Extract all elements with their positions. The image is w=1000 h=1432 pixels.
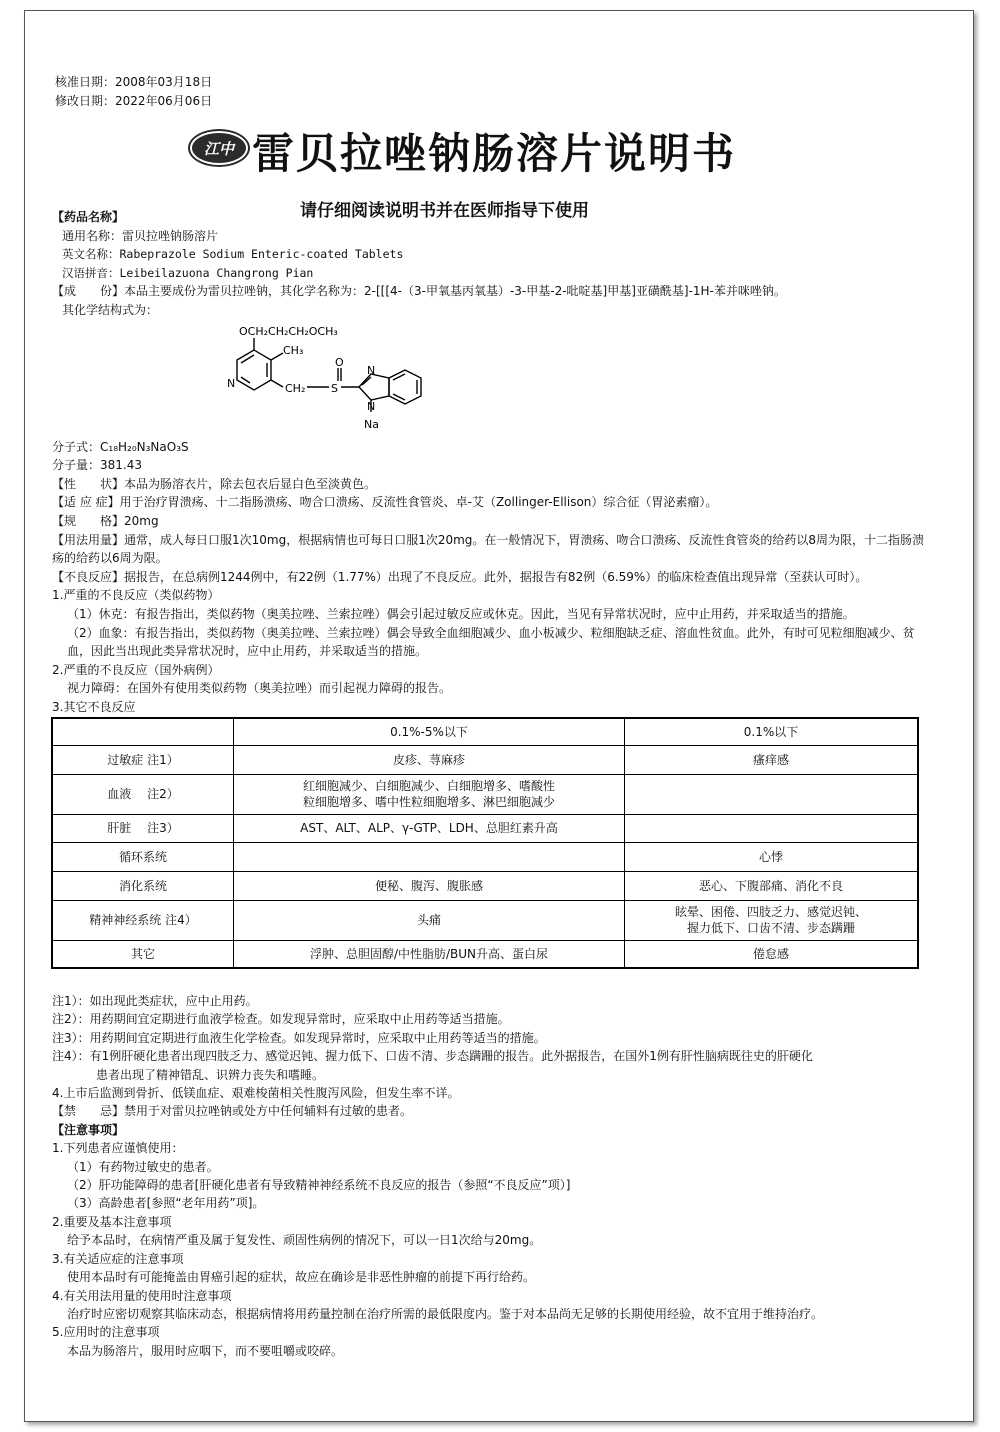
approval-date: 核准日期：2008年03月18日 (55, 75, 213, 89)
chemical-structure-diagram (207, 320, 507, 438)
table-cell: 便秘、腹泻、腹胀感 (234, 871, 625, 900)
oxygen-label: O (335, 355, 344, 369)
serious-reactions-1: 1.严重的不良反应（类似药物） (52, 588, 220, 603)
molecular-weight: 分子量：381.43 (52, 458, 142, 473)
indications: 【适 应 症】用于治疗胃溃疡、十二指肠溃疡、吻合口溃疡、反流性食管炎、卓-艾（Zollinger-Ellison）综合征（胃泌素瘤）。 (52, 495, 718, 510)
table-cell: 头痛 (234, 900, 625, 940)
notes-block (52, 992, 932, 1360)
table-row (52, 814, 918, 842)
table-row-label: 其它 (52, 940, 234, 968)
english-name: 英文名称：Rabeprazole Sodium Enteric-coated Tablets (62, 247, 404, 262)
table-cell: 倦怠感 (625, 940, 919, 968)
table-row (52, 774, 918, 814)
adverse-reactions: 【不良反应】据报告，在总病例1244例中，有22例（1.77%）出现了不良反应。此外，据报告有82例（6.59%）的临床检查值出现异常（至获认可时）。 (52, 569, 868, 584)
table-header-cell: 0.1%-5%以下 (234, 718, 625, 745)
precaution-2a: 给予本品时，在病情严重及属于复发性、顽固性病例的情况下，可以一日1次给与20mg。 (67, 1233, 542, 1248)
specification: 【规 格】20mg (52, 513, 159, 528)
table-row-label: 肝脏 注3） (52, 814, 234, 842)
structure-label: 其化学结构式为： (62, 302, 159, 317)
table-cell (625, 774, 919, 814)
precaution-4: 4.有关用法用量的使用时注意事项 (52, 1288, 232, 1303)
table-row (52, 900, 918, 940)
note-3: 注3）：用药期间宜定期进行血液生化学检查。如发现异常时，应采取中止用药等适当的措施。 (52, 1030, 546, 1045)
note-4: 注4）：有1例肝硬化患者出现四肢乏力、感觉迟钝、握力低下、口齿不清、步态蹒跚的报告。此外据报告，在国外1例有肝性脑病既往史的肝硬化 (52, 1049, 813, 1064)
precaution-1c: （3）高龄患者[参照“老年用药”项]。 (67, 1196, 265, 1211)
precaution-3: 3.有关适应症的注意事项 (52, 1251, 184, 1266)
post-marketing: 4.上市后监测到骨折、低镁血症、艰难梭菌相关性腹泻风险，但发生率不详。 (52, 1086, 460, 1101)
table-row (52, 940, 918, 968)
nitrogen-bottom-label: N (367, 399, 376, 413)
table-row (52, 871, 918, 900)
precaution-5: 5.应用时的注意事项 (52, 1325, 160, 1340)
precaution-3a: 使用本品时有可能掩盖由胃癌引起的症状，故应在确诊是非恶性肿瘤的前提下再行给药。 (67, 1270, 536, 1285)
table-cell: 瘙痒感 (625, 745, 919, 774)
pinyin-name: 汉语拼音：Leibeilazuona Changrong Pian (62, 265, 314, 280)
leaflet-body (52, 208, 932, 716)
table-cell (625, 814, 919, 842)
generic-name: 通用名称：雷贝拉唑钠肠溶片 (62, 228, 219, 243)
note-2: 注2）：用药期间宜定期进行血液学检查。如发现异常时，应采取中止用药等适当措施。 (52, 1012, 510, 1027)
document-title: 雷贝拉唑钠肠溶片说明书 (252, 129, 737, 178)
serious-reactions-2: 2.严重的不良反应（国外病例） (52, 662, 220, 677)
pyridine-nitrogen-label: N (227, 376, 236, 390)
precautions-heading: 【注意事项】 (52, 1122, 125, 1137)
table-cell (234, 842, 625, 871)
note-1: 注1）：如出现此类症状，应中止用药。 (52, 994, 258, 1008)
table-cell: AST、ALT、ALP、γ-GTP、LDH、总胆红素升高 (234, 814, 625, 842)
composition: 【成 份】本品主要成份为雷贝拉唑钠，其化学名称为：2-[[[4-（3-甲氧基丙氧基）-3-甲基-2-吡啶基]甲基]亚磺酰基]-1H-苯并咪唑钠。 (52, 284, 786, 299)
precaution-1a: （1）有药物过敏史的患者。 (67, 1159, 219, 1174)
molecular-formula: 分子式：C₁₈H₂₀N₃NaO₃S (52, 439, 189, 454)
table-header-row (52, 718, 918, 745)
methyl-label: CH₃ (283, 343, 304, 357)
precaution-1b: （2）肝功能障碍的患者[肝硬化患者有导致精神神经系统不良反应的报告（参照“不良反应”项）] (67, 1178, 571, 1193)
precaution-5a: 本品为肠溶片，服用时应咽下，而不要咀嚼或咬碎。 (67, 1343, 344, 1358)
drug-name-heading: 【药品名称】 (52, 210, 125, 224)
table-row (52, 745, 918, 774)
vision-disorder: 视力障碍：在国外有使用类似药物（奥美拉唑）而引起视力障碍的报告。 (67, 681, 452, 696)
sulfur-label: S (331, 381, 338, 395)
appearance: 【性 状】本品为肠溶衣片，除去包衣后显白色至淡黄色。 (52, 476, 377, 491)
company-logo: 江中 (190, 131, 248, 165)
chemical-structure (52, 320, 932, 438)
table-cell: 浮肿、总胆固醇/中性脂肪/BUN升高、蛋白尿 (234, 940, 625, 968)
table-row-label: 消化系统 (52, 871, 234, 900)
table-row-label: 精神神经系统 注4） (52, 900, 234, 940)
table-cell: 红细胞减少、白细胞减少、白细胞增多、嗜酸性 粒细胞增多、嗜中性粒细胞增多、淋巴细胞减少 (234, 774, 625, 814)
precaution-2: 2.重要及基本注意事项 (52, 1214, 172, 1229)
nitrogen-top-label: N (367, 363, 376, 377)
note-4-cont: 患者出现了精神错乱、识辨力丧失和嗜睡。 (96, 1067, 325, 1082)
table-row-label: 血液 注2） (52, 774, 234, 814)
table-cell: 心悸 (625, 842, 919, 871)
table-row (52, 842, 918, 871)
chain-label: OCH₂CH₂CH₂OCH₃ (239, 324, 338, 338)
date-block (55, 73, 212, 111)
document-subtitle: 请仔细阅读说明书并在医师指导下使用 (300, 201, 589, 221)
ch2-label: CH₂ (285, 381, 306, 395)
table-cell: 皮疹、荨麻疹 (234, 745, 625, 774)
table-header-cell (52, 718, 234, 745)
precaution-1: 1.下列患者应谨慎使用： (52, 1141, 184, 1156)
adverse-reactions-table (51, 717, 919, 969)
sodium-label: Na (364, 417, 379, 431)
dosage: 【用法用量】通常，成人每日口服1次10mg，根据病情也可每日口服1次20mg。在一般情况下，胃溃疡、吻合口溃疡、反流性食管炎的给药以8周为限，十二指肠溃疡的给药以6周为限。 (52, 532, 925, 566)
table-header-cell: 0.1%以下 (625, 718, 919, 745)
other-reactions: 3.其它不良反应 (52, 699, 136, 714)
blood-picture: （2）血象：有报告指出，类似药物（奥美拉唑、兰索拉唑）偶会导致全血细胞减少、血小板减少、粒细胞缺乏症、溶血性贫血。此外，有时可见粒细胞减少、贫血，因此当出现此类异常状况时，应中止用药，并采取适当的措施。 (67, 625, 915, 659)
table-row-label: 过敏症 注1） (52, 745, 234, 774)
revision-date: 修改日期：2022年06月06日 (55, 94, 213, 108)
table-row-label: 循环系统 (52, 842, 234, 871)
table-cell: 眩晕、困倦、四肢乏力、感觉迟钝、 握力低下、口齿不清、步态蹒跚 (625, 900, 919, 940)
shock: （1）休克：有报告指出，类似药物（奥美拉唑、兰索拉唑）偶会引起过敏反应或休克。因此，当见有异常状况时，应中止用药，并采取适当的措施。 (67, 606, 855, 621)
precaution-4a: 治疗时应密切观察其临床动态，根据病情将用药量控制在治疗所需的最低限度内。鉴于对本品尚无足够的长期使用经验，故不宜用于维持治疗。 (67, 1306, 824, 1321)
table-cell: 恶心、下腹部痛、消化不良 (625, 871, 919, 900)
contraindications: 【禁 忌】禁用于对雷贝拉唑钠或处方中任何辅料有过敏的患者。 (52, 1104, 413, 1119)
